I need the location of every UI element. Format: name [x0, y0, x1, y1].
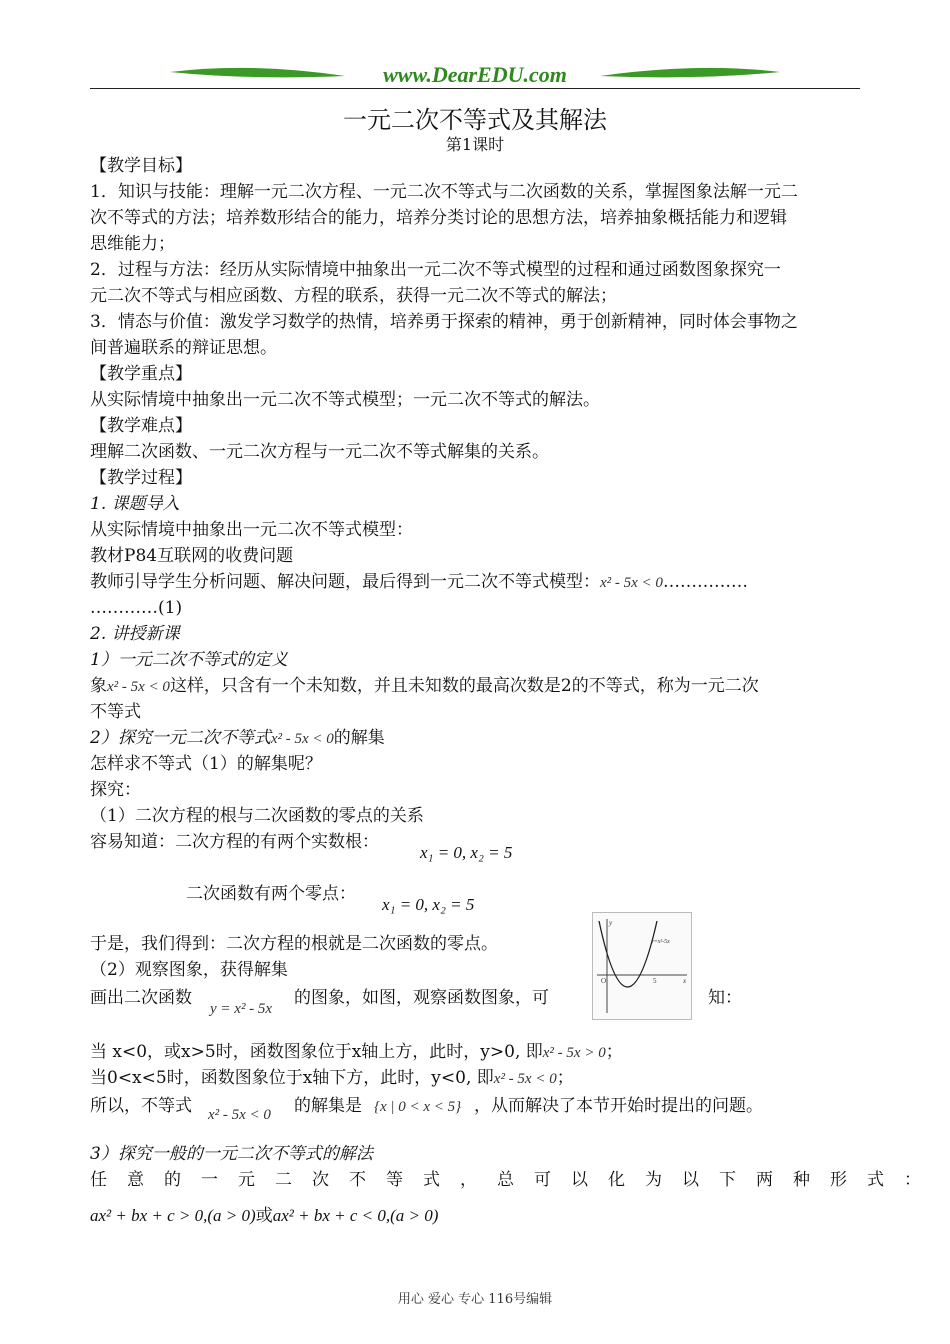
definition-text: 这样，只含有一个未知数，并且未知数的最高次数是2的不等式，称为一元二次 [169, 676, 759, 696]
key-text: 从实际情境中抽象出一元二次不等式模型；一元二次不等式的解法。 [90, 390, 600, 410]
explore-heading-suffix: 的解集 [333, 728, 385, 748]
dots-1: …………… [662, 572, 748, 592]
general-form-b: ax² + bx + c < 0,(a > 0) [272, 1206, 439, 1225]
zeros-line: 二次函数有两个零点： [186, 884, 356, 904]
when-2-ineq: x² - 5x < 0 [493, 1071, 557, 1087]
goal1-line-b: 次不等式的方法；培养数形结合的能力，培养分类讨论的思想方法，培养抽象概括能力和逻辑 [90, 208, 787, 228]
function-formula: y = x² - 5x [210, 1001, 273, 1017]
when-2-text: 当0<x<5时，函数图象位于x轴下方，此时，y<0, 即 [90, 1068, 494, 1088]
definition-line-a [90, 675, 759, 698]
section2-title: 2. 讲授新课 [90, 624, 180, 644]
process-heading: 【教学过程】 [90, 468, 192, 488]
goal2-line-a: 2．过程与方法：经历从实际情境中抽象出一元二次不等式模型的过程和通过函数图象探究一 [90, 260, 781, 280]
general-forms [90, 1205, 438, 1227]
part2-heading: （2）观察图象，获得解集 [90, 960, 288, 980]
explore-heading-text: 2）探究一元二次不等式 [90, 728, 271, 748]
goal1-line-a: 1．知识与技能：理解一元二次方程、一元二次不等式与二次函数的关系，掌握图象法解一元二 [90, 182, 798, 202]
section1-line3 [90, 571, 748, 594]
difficulty-heading: 【教学难点】 [90, 416, 192, 436]
definition-line-b: 不等式 [90, 702, 141, 722]
goal2-line-b: 元二次不等式与相应函数、方程的联系，获得一元二次不等式的解法； [90, 286, 617, 306]
roots-values: x₁ = 0, x₂ = 5 [420, 843, 513, 862]
goal3-line-b: 间普遍联系的辩证思想。 [90, 338, 277, 358]
definition-inequality: x² - 5x < 0 [107, 679, 170, 695]
goals-heading: 【教学目标】 [90, 156, 192, 176]
thus-line-c: ，从而解决了本节开始时提出的问题。 [474, 1096, 763, 1116]
part1-heading: （1）二次方程的根与二次函数的零点的关系 [90, 806, 424, 826]
section1-line2: 教材P84互联网的收费问题 [90, 546, 294, 566]
difficulty-text: 理解二次函数、一元二次方程与一元二次不等式解集的关系。 [90, 442, 549, 462]
general-form-a: ax² + bx + c > 0,(a > 0) [90, 1206, 256, 1225]
when-line-1: 当 x<0，或x>5时，函数图象位于x轴上方，此时，y>0, 即x² - 5x > 0； [90, 1042, 623, 1062]
draw-line-b: 的图象，如图，观察函数图象，可 [294, 988, 549, 1008]
graph-y-label: y [609, 919, 613, 927]
parabola-graph [592, 912, 692, 1020]
graph-five: 5 [653, 977, 657, 985]
when-1-ineq: x² - 5x > 0 [542, 1045, 606, 1061]
explore-inequality: x² - 5x < 0 [270, 731, 334, 747]
when-line-2: 当0<x<5时，函数图象位于x轴下方，此时，y<0, 即x² - 5x < 0； [90, 1068, 574, 1088]
roots-line: 容易知道：二次方程的有两个实数根： [90, 832, 379, 852]
draw-line-a [90, 987, 192, 1009]
goal1-line-c: 思维能力； [90, 234, 175, 254]
definition-prefix: 象 [90, 676, 107, 696]
graph-label: y=x²-5x [651, 939, 670, 945]
section1-dots: …………(1) [90, 598, 183, 618]
site-banner-text: www.DearEDU.com [383, 62, 567, 87]
definition-heading: 1）一元二次不等式的定义 [90, 650, 288, 670]
parabola-curve [599, 921, 657, 987]
page-subtitle: 第1课时 [445, 135, 505, 154]
section1-line3-text: 教师引导学生分析问题、解决问题，最后得到一元二次不等式模型： [90, 572, 600, 592]
question-line: 怎样求不等式（1）的解集呢？ [90, 754, 322, 774]
solution-set: {x | 0 < x < 5} [374, 1099, 462, 1115]
graph-x-label: x [683, 977, 687, 985]
thus-inequality: x² - 5x < 0 [208, 1107, 271, 1123]
general-form-or: 或 [255, 1206, 273, 1225]
page-title: 一元二次不等式及其解法 [343, 106, 607, 134]
when-1-text: 当 x<0，或x>5时，函数图象位于x轴上方，此时，y>0, 即 [90, 1042, 543, 1062]
draw-line-c: 知： [708, 988, 742, 1008]
zeros-values: x₁ = 0, x₂ = 5 [382, 895, 475, 914]
section3-line: 任意的一元二次不等式，总可以化为以下两种形式： [90, 1170, 941, 1190]
section1-line1: 从实际情境中抽象出一元二次不等式模型： [90, 520, 413, 540]
thus-line-a: 所以，不等式 [90, 1096, 192, 1116]
page-footer: 用心 爱心 专心 116号编辑 [397, 1292, 553, 1307]
explore-heading [90, 727, 385, 750]
model-inequality: x² - 5x < 0 [600, 575, 663, 591]
graph-origin: O [601, 977, 607, 985]
header-rule [90, 88, 860, 89]
draw-prefix: 画出二次函数 [90, 988, 192, 1008]
key-heading: 【教学重点】 [90, 364, 192, 384]
conclusion-line: 于是，我们得到：二次方程的根就是二次函数的零点。 [90, 934, 498, 954]
goal3-line-a: 3．情态与价值：激发学习数学的热情，培养勇于探索的精神，勇于创新精神，同时体会事物之 [90, 312, 798, 332]
section1-title: 1. 课题导入 [90, 494, 180, 514]
explore-label: 探究： [90, 780, 141, 800]
thus-line-b: 的解集是 [294, 1096, 362, 1116]
section3-title: 3）探究一般的一元二次不等式的解法 [90, 1144, 373, 1164]
